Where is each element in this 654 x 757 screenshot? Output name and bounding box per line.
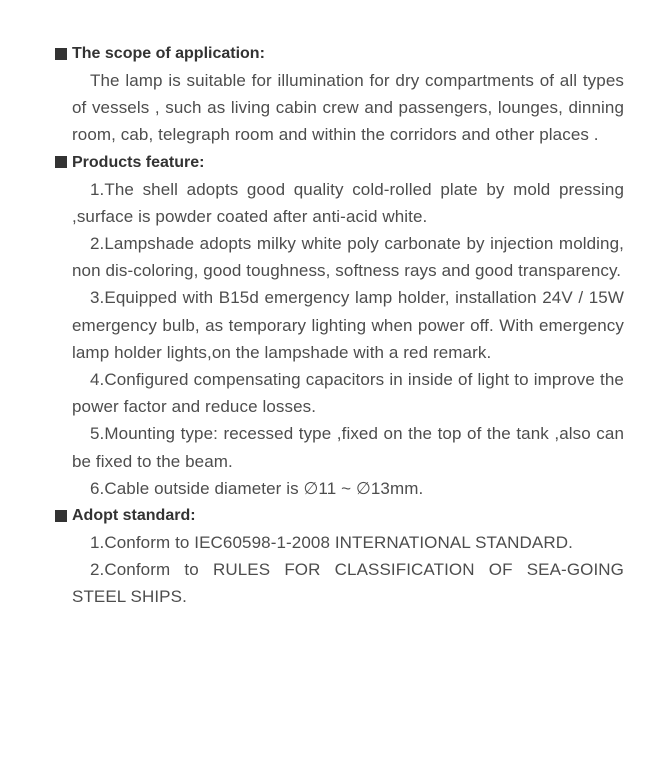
square-bullet-icon (55, 48, 67, 60)
spec-document (55, 40, 624, 611)
section-title: Products feature: (72, 153, 205, 171)
scope-paragraph: The lamp is suitable for illumination for dry compartments of all types of vessels , such as living cabin crew and passengers, lounges, dinning room, cab, telegraph room and within the corridors and other places . (72, 71, 624, 145)
feature-item-1: 1.The shell adopts good quality cold-rolled plate by mold pressing ,surface is powder coated after anti-acid white. (72, 179, 624, 226)
square-bullet-icon (55, 156, 67, 168)
feature-item-3: 3.Equipped with B15d emergency lamp holder, installation 24V / 15W emergency bulb, as temporary lighting when power off. With emergency lamp holder lights,on the lampshade with a red remark. (72, 288, 624, 362)
section-title: Adopt standard: (72, 506, 196, 524)
feature-item-4: 4.Configured compensating capacitors in inside of light to improve the power factor and reduce losses. (72, 370, 624, 417)
section-title: The scope of application: (72, 44, 265, 62)
feature-item-6: 6.Cable outside diameter is ∅11 ~ ∅13mm. (90, 478, 424, 498)
feature-item-2: 2.Lampshade adopts milky white poly carbonate by injection molding, non dis-coloring, good toughness, softness rays and good transparency. (72, 234, 624, 281)
standard-item-2: 2.Conform to RULES FOR CLASSIFICATION OF SEA-GOING STEEL SHIPS. (72, 560, 624, 607)
square-bullet-icon (55, 510, 67, 522)
section-heading-scope (55, 40, 624, 67)
standard-item-1: 1.Conform to IEC60598-1-2008 INTERNATIONAL STANDARD. (90, 533, 573, 553)
section-heading-standard (55, 502, 624, 529)
feature-item-5: 5.Mounting type: recessed type ,fixed on the top of the tank ,also can be fixed to the beam. (72, 424, 624, 471)
section-heading-features (55, 149, 624, 176)
